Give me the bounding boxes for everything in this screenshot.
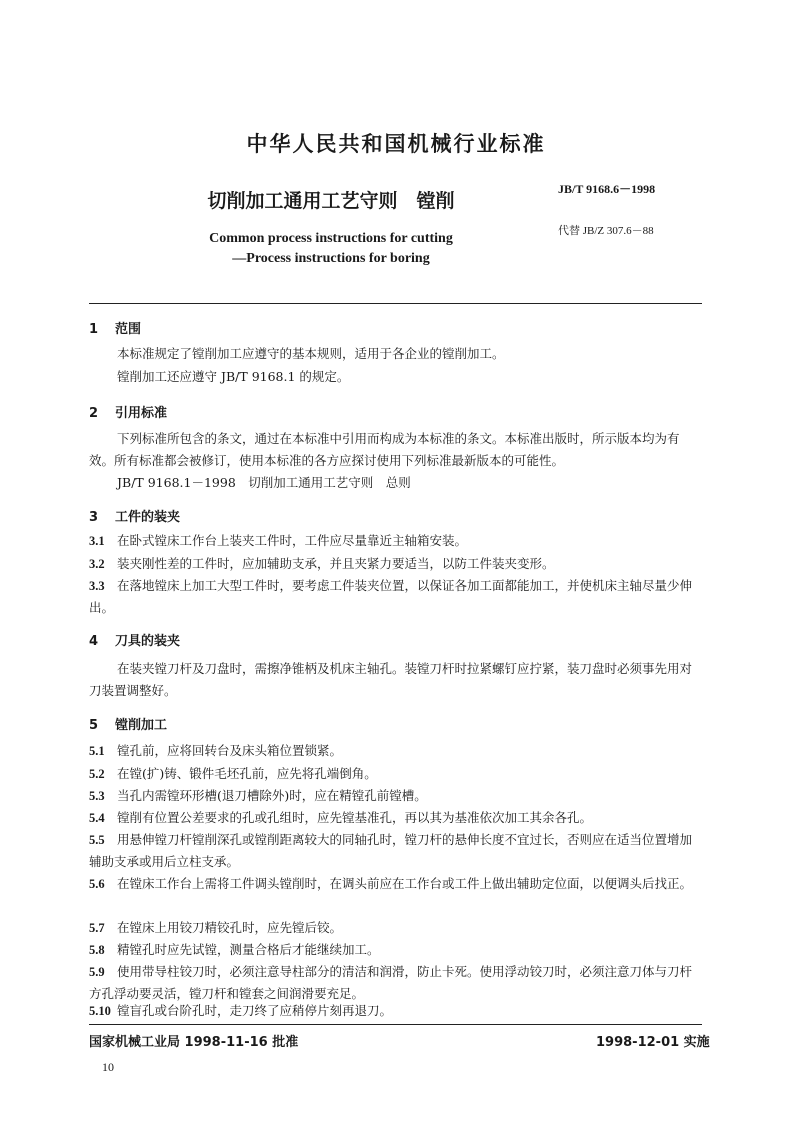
clause-number: 5.6 <box>89 877 105 891</box>
clause <box>89 939 702 961</box>
section-number: 4 <box>89 634 99 649</box>
clause <box>89 807 702 829</box>
clause <box>89 575 702 619</box>
clause-number: 5.10 <box>89 1004 111 1018</box>
clause-text: 在镗床工作台上需将工件调头镗削时，在调头前应在工作台或工件上做出辅助定位面，以便调头后找正。 <box>117 876 693 891</box>
section-title: 范围 <box>115 322 142 337</box>
section-title: 工件的装夹 <box>115 510 181 525</box>
clause <box>89 530 702 552</box>
clause-text: 精镗孔时应先试镗，测量合格后才能继续加工。 <box>117 942 380 957</box>
clause-number: 5.7 <box>89 921 105 935</box>
paragraph: 在装夹镗刀杆及刀盘时，需擦净锥柄及机床主轴孔。装镗刀杆时拉紧螺钉应拧紧，装刀盘时必须事先用对刀装置调整好。 <box>89 661 693 698</box>
standard-number: JB/T 9168.6－1998 <box>558 182 656 196</box>
paragraph: 镗削加工还应遵守 JB/T 9168.1 的规定。 <box>117 369 350 384</box>
clause <box>89 740 702 762</box>
clause-number: 3.2 <box>89 557 105 571</box>
clause-text: 用悬伸镗刀杆镗削深孔或镗削距离较大的同轴孔时，镗刀杆的悬伸长度不宜过长，否则应在适当位置增加辅助支承或用后立柱支承。 <box>89 832 693 869</box>
clause-number: 5.5 <box>89 833 105 847</box>
clause-text: 使用带导柱铰刀时，必须注意导柱部分的清洁和润滑，防止卡死。使用浮动铰刀时，必须注意刀体与刀杆方孔浮动要灵活，镗刀杆和镗套之间润滑要充足。 <box>89 964 693 1001</box>
clause <box>89 961 702 1005</box>
section-heading-1 <box>89 318 141 337</box>
section-number: 5 <box>89 718 99 733</box>
clause-text: 在镗(扩)铸、锻件毛坯孔前，应先将孔端倒角。 <box>117 766 377 781</box>
clause <box>89 553 702 575</box>
section-number: 2 <box>89 406 99 421</box>
clause-number: 5.1 <box>89 744 105 758</box>
clause-text: 在卧式镗床工作台上装夹工件时，工件应尽量靠近主轴箱安装。 <box>117 533 468 548</box>
section-heading-3 <box>89 506 180 525</box>
organization-title: 中华人民共和国机械行业标准 <box>246 132 546 156</box>
clause-number: 5.9 <box>89 965 105 979</box>
replaces-note: 代替 JB/Z 307.6－88 <box>558 225 654 237</box>
section-heading-5 <box>89 714 167 733</box>
clause-text: 镗削有位置公差要求的孔或孔组时，应先镗基准孔，再以其为基准依次加工其余各孔。 <box>117 810 593 825</box>
paragraph: 本标准规定了镗削加工应遵守的基本规则，适用于各企业的镗削加工。 <box>117 346 505 361</box>
header-divider <box>89 303 702 304</box>
section-heading-2 <box>89 402 167 421</box>
clause-number: 5.4 <box>89 811 105 825</box>
clause <box>89 917 702 939</box>
clause <box>89 873 702 895</box>
document-title-en-line1: Common process instructions for cutting <box>209 231 453 246</box>
clause-number: 5.3 <box>89 789 105 803</box>
clause-text: 在镗床上用铰刀精铰孔时，应先镗后铰。 <box>117 920 343 935</box>
paragraph: 下列标准所包含的条文，通过在本标准中引用而构成为本标准的条文。本标准出版时，所示版本均为有效。所有标准都会被修订，使用本标准的各方应探讨使用下列标准最新版本的可能性。 <box>89 431 680 468</box>
document-title-en-line2: —Process instructions for boring <box>232 251 430 266</box>
clause-text: 在落地镗床上加工大型工件时，要考虑工件装夹位置，以保证各加工面都能加工，并使机床主轴尽量少伸出。 <box>89 578 693 615</box>
implementation-date: 1998-12-01 实施 <box>596 1035 710 1050</box>
section-title: 刀具的装夹 <box>115 634 181 649</box>
clause-number: 3.1 <box>89 534 105 548</box>
page-number: 10 <box>102 1060 114 1074</box>
footer-divider <box>89 1024 702 1025</box>
clause <box>89 763 702 785</box>
clause <box>89 1000 702 1022</box>
section-number: 1 <box>89 322 99 337</box>
reference-entry: JB/T 9168.1－1998 切削加工通用工艺守则 总则 <box>117 475 411 490</box>
clause-number: 5.2 <box>89 767 105 781</box>
clause-number: 3.3 <box>89 579 105 593</box>
section-heading-4 <box>89 630 180 649</box>
clause <box>89 829 702 873</box>
clause-text: 镗盲孔或台阶孔时，走刀终了应稍停片刻再退刀。 <box>117 1003 393 1018</box>
approval-note: 国家机械工业局 1998-11-16 批准 <box>89 1035 299 1050</box>
section-title: 引用标准 <box>115 406 168 421</box>
document-title-cn: 切削加工通用工艺守则 镗削 <box>207 190 455 212</box>
clause-text: 装夹刚性差的工件时，应加辅助支承，并且夹紧力要适当，以防工件装夹变形。 <box>117 556 555 571</box>
section-number: 3 <box>89 510 99 525</box>
clause-number: 5.8 <box>89 943 105 957</box>
clause-text: 镗孔前，应将回转台及床头箱位置锁紧。 <box>117 743 343 758</box>
clause <box>89 785 702 807</box>
clause-text: 当孔内需镗环形槽(退刀槽除外)时，应在精镗孔前镗槽。 <box>117 788 427 803</box>
section-title: 镗削加工 <box>115 718 168 733</box>
